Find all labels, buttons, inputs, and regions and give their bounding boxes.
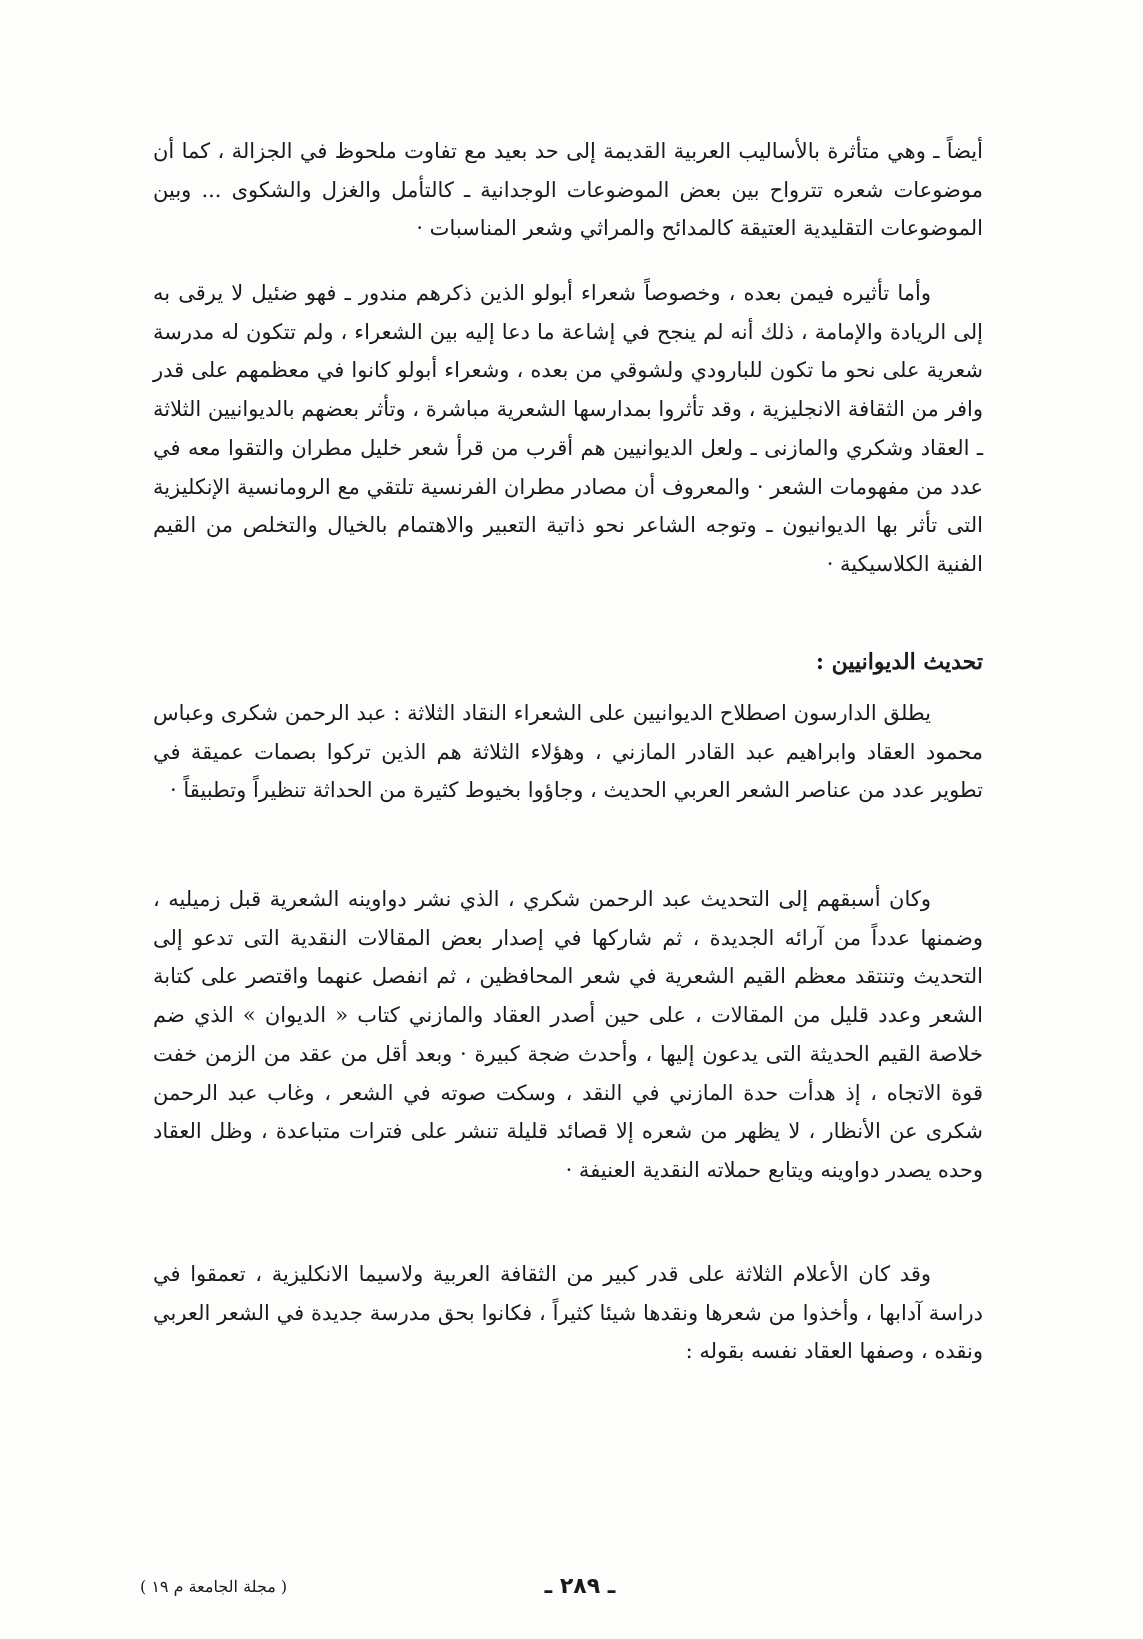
paragraph-continuation [153,132,983,248]
paragraph-influence [153,274,983,584]
paragraph-text: وأما تأثيره فيمن بعده ، وخصوصاً شعراء أبولو الذين ذكرهم مندور ـ فهو ضئيل لا يرقى به إلى الريادة والإمامة ، ذلك أنه لم ينجح في إشاعة ما دعا إليه بين الشعراء ، ولم تتكون له مدرسة شعرية على نحو ما تكون للبارودي ولشوقي من بعده ، وشعراء أبولو كانوا في معظمهم على قدر وافر من الثقافة الانجليزية ، وقد تأثروا بمدارسها الشعرية مباشرة ، وتأثر بعضهم بالديوانيين الثلاثة ـ العقاد وشكري والمازنى ـ ولعل الديوانيين هم أقرب من قرأ شعر خليل مطران والتقوا معه في عدد من مفهومات الشعر · والمعروف أن مصادر مطران الفرنسية تلتقي مع الرومانسية الإنكليزية التى تأثر بها الديوانيون ـ وتوجه الشاعر نحو ذاتية التعبير والاهتمام بالخيال والتخلص من القيم الفنية الكلاسيكية · [153,281,983,576]
paragraph-shukri [153,880,983,1190]
paragraph-text: يطلق الدارسون اصطلاح الديوانيين على الشعراء النقاد الثلاثة : عبد الرحمن شكرى وعباس محمود العقاد وابراهيم عبد القادر المازني ، وهؤلاء الثلاثة هم الذين تركوا بصمات عميقة في تطوير عدد من عناصر الشعر العربي الحديث ، وجاؤوا بخيوط كثيرة من الحداثة تنظيراً وتطبيقاً · [153,701,983,803]
paragraph-text: أيضاً ـ وهي متأثرة بالأساليب العربية القديمة إلى حد بعيد مع تفاوت ملحوظ في الجزالة ، كما أن موضوعات شعره تترواح بين بعض الموضوعات الوجدانية ـ كالتأمل والغزل والشكوى ... وبين الموضوعات التقليدية العتيقة كالمدائح والمراثي وشعر المناسبات · [153,139,983,241]
journal-reference: ( مجلة الجامعة م ١٩ ) [140,1577,288,1596]
paragraph-text: وكان أسبقهم إلى التحديث عبد الرحمن شكري ، الذي نشر دواوينه الشعرية قبل زميليه ، وضمنها عدداً من آرائه الجديدة ، ثم شاركها في إصدار بعض المقالات النقدية التى تدعو إلى التحديث وتنتقد معظم القيم الشعرية في شعر المحافظين ، ثم انفصل عنهما واقتصر على كتابة الشعر وعدد قليل من المقالات ، على حين أصدر العقاد والمازني كتاب « الديوان » الذي ضم خلاصة القيم الحديثة التى يدعون إليها ، وأحدث ضجة كبيرة · وبعد أقل من عقد من الزمن خفت قوة الاتجاه ، إذ هدأت حدة المازني في النقد ، وسكت صوته في الشعر ، وغاب عبد الرحمن شكرى عن الأنظار ، لا يظهر من شعره إلا قصائد قليلة تنشر على فترات متباعدة ، وظل العقاد وحده يصدر دواوينه ويتابع حملاته النقدية العنيفة · [153,887,983,1182]
paragraph-diwan-intro [153,694,983,810]
paragraph-culture [153,1255,983,1371]
paragraph-text: وقد كان الأعلام الثلاثة على قدر كبير من الثقافة العربية ولاسيما الانكليزية ، تعمقوا في دراسة آدابها ، وأخذوا من شعرها ونقدها شيئا كثيراً ، فكانوا بحق مدرسة جديدة في الشعر العربي ونقده ، وصفها العقاد نفسه بقوله : [153,1262,983,1364]
page-number: ـ ٢٨٩ ـ [544,1574,616,1599]
section-heading: تحديث الديوانيين : [815,649,983,675]
page-footer [0,1569,1143,1605]
